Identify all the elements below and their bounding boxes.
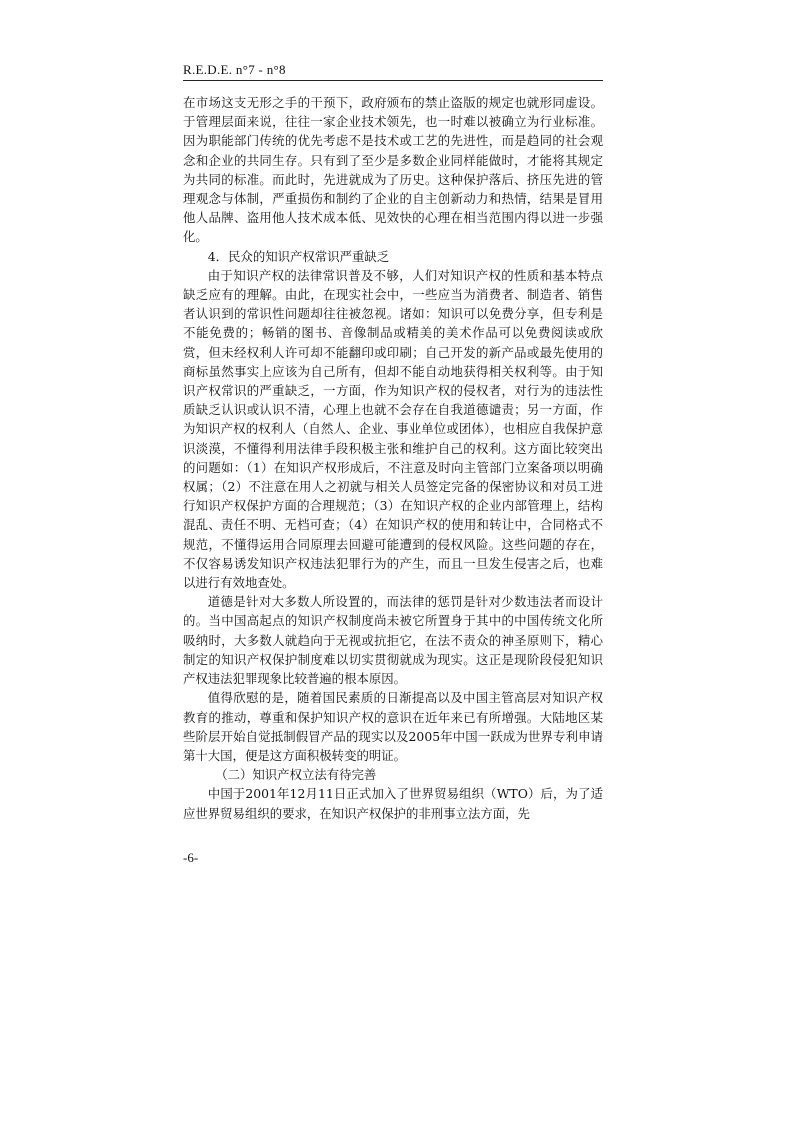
body-text bbox=[183, 93, 603, 823]
header-rule bbox=[183, 80, 603, 81]
paragraph-continued: 在市场这支无形之手的干预下，政府颁布的禁止盗版的规定也就形同虚设。于管理层面来说，往往一家企业技术领先，也一时难以被确立为行业标准。因为职能部门传统的优先考虑不是技术或工艺的先进性，而是趋同的社会观念和企业的共同生存。只有到了至少是多数企业同样能做时，才能将其规定为共同的标准。而此时，先进就成为了历史。这种保护落后、挤压先进的管理观念与体制，严重损伤和制约了企业的自主创新动力和热情，结果是冒用他人品牌、盗用他人技术成本低、见效快的心理在相当范围内得以进一步强化。 bbox=[183, 95, 603, 245]
paragraph-progress: 值得欣慰的是，随着国民素质的日渐提高以及中国主管高层对知识产权教育的推动，尊重和保护知识产权的意识在近年来已有所增强。大陆地区某些阶层开始自觉抵制假冒产品的现实以及2005年中国一跃成为世界专利申请第十大国，便是这方面积极转变的明证。 bbox=[183, 690, 603, 763]
paragraph-legal-awareness: 由于知识产权的法律常识普及不够，人们对知识产权的性质和基本特点缺乏应有的理解。由此，在现实社会中，一些应当为消费者、制造者、销售者认识到的常识性问题却往往被忽视。诸如：知识可以免费分享，但专利是不能免费的；畅销的图书、音像制品或精美的美术作品可以免费阅读或欣赏，但未经权利人许可却不能翻印或印刷；自己开发的新产品或最先使用的商标虽然事实上应该为自己所有，但却不能自动地获得相关权利等。由于知识产权常识的严重缺乏，一方面，作为知识产权的侵权者，对行为的违法性质缺乏认识或认识不清，心理上也就不会存在自我道德谴责；另一方面，作为知识产权的权利人（自然人、企业、事业单位或团体），也相应自我保护意识淡漠，不懂得利用法律手段积极主张和维护自己的权利。这方面比较突出的问题如：（1）在知识产权形成后，不注意及时向主管部门立案备项以明确权属；（2）不注意在用人之初就与相关人员签定完备的保密协议和对员工进行知识产权保护方面的合理规范；（3）在知识产权的企业内部管理上，结构混乱、责任不明、无档可查；（4）在知识产权的使用和转让中，合同格式不规范，不懂得运用合同原理去回避可能遭到的侵权风险。这些问题的存在，不仅容易诱发知识产权违法犯罪行为的产生，而且一旦发生侵害之后，也难以进行有效地查处。 bbox=[183, 267, 603, 591]
paragraph-morality-law: 道德是针对大多数人所设置的，而法律的惩罚是针对少数违法者而设计的。当中国高起点的知识产权制度尚未被它所置身于其中的中国传统文化所吸纳时，大多数人就趋向于无视或抗拒它，在法不责众的神圣原则下，精心制定的知识产权保护制度难以切实贯彻就成为现实。这正是现阶段侵犯知识产权违法犯罪现象比较普遍的根本原因。 bbox=[183, 594, 603, 687]
paragraph-wto: 中国于2001年12月11日正式加入了世界贸易组织（WTO）后，为了适应世界贸易组织的要求，在知识产权保护的非刑事立法方面，先 bbox=[183, 786, 603, 821]
document-page bbox=[183, 0, 603, 1123]
section-heading-4: 4．民众的知识产权常识严重缺乏 bbox=[207, 248, 390, 264]
section-heading-legislation: （二）知识产权立法有待完善 bbox=[215, 767, 377, 783]
running-header: R.E.D.E. n°7 - n°8 bbox=[183, 62, 286, 77]
page-number: -6- bbox=[183, 850, 199, 865]
